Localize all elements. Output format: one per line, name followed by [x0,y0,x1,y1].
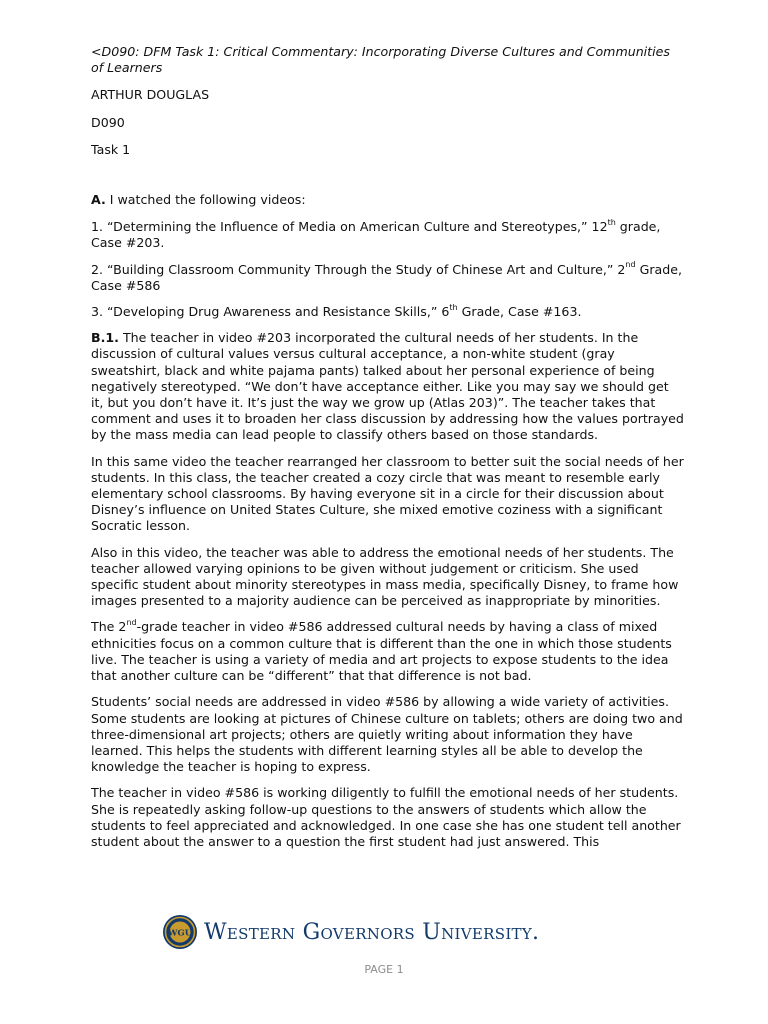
wgu-logo [162,912,582,952]
task-label: Task 1 [91,141,131,157]
section-b1-label: B.1. [91,330,119,346]
video-text: 1. “Determining the Influence of Media on American Culture and Stereotypes,” 12 [91,219,608,235]
paragraph: Also in this video, the teacher was able to address the emotional needs of her students. The teacher allowed varying opinions to be given without judgement or criticism. She used specific student about minority stereotypes in mass media, specifically Disney, to frame how images presented to a majority audience can be perceived as inappropriate by minorities. [91,544,679,609]
paragraph-text: The teacher in video #203 incorporated the cultural needs of her students. In the discussion of cultural values versus cultural acceptance, a non-white student (gray sweatshirt, black and white pajama pants) talked about her personal experience of being negatively stereotyped. “We don’t have acceptance either. Like you may say we should get it, but you don’t have it. It’s just the way we grow up (Atlas 203)”. The teacher takes that comment and uses it to broaden her class discussion by addressing how the values portrayed by the mass media can lead people to classify others based on those standards. [91,330,684,443]
section-a-intro: I watched the following videos: [105,192,306,208]
document-body [91,44,685,860]
video-item [91,304,685,320]
university-seal-icon [162,914,198,950]
video-text: grade, Case #203. [91,219,661,251]
section-b1-paragraph [91,330,685,443]
paragraph-text: The 2 [91,619,127,635]
section-a-label: A. [91,192,106,208]
document-title: <D090: DFM Task 1: Critical Commentary: Incorporating Diverse Cultures and Communities of Learners [91,44,670,76]
ordinal-suffix: nd [625,260,636,270]
author-name: ARTHUR DOUGLAS [91,87,210,103]
ordinal-suffix: th [449,302,458,312]
paragraph [91,619,685,684]
svg-text:WGU: WGU [167,928,193,939]
paragraph-text: -grade teacher in video #586 addressed cultural needs by having a class of mixed ethnicities focus on a common culture that is different than the one in which those students live. The teacher is using a variety of media and art projects to expose students to the idea that another culture can be “different” that that difference is not bad. [91,619,672,684]
video-item [91,262,685,294]
video-text: Grade, Case #163. [457,304,582,320]
course-code: D090 [91,114,125,130]
paragraph: The teacher in video #586 is working diligently to fulfill the emotional needs of her students. She is repeatedly asking follow-up questions to the answers of students which allow the students to feel appreciated and acknowledged. In one case she has one student tell another student about the answer to a question the first student had just answered. This [91,785,681,849]
video-item [91,219,685,251]
ordinal-suffix: nd [126,618,137,628]
paragraph: Students’ social needs are addressed in video #586 by allowing a wide variety of activities. Some students are looking at pictures of Chinese culture on tablets; others are doing two and three-dimensional art projects; others are quietly writing about information they have learned. This helps the students with different learning styles all be able to develop the knowledge the teacher is hoping to express. [91,694,683,775]
paragraph: In this same video the teacher rearranged her classroom to better suit the social needs of her students. In this class, the teacher created a cozy circle that was meant to resemble early elementary school classrooms. By having everyone sit in a circle for their discussion about Disney’s influence on United States Culture, she mixed emotive coziness with a significant Socratic lesson. [91,453,684,534]
video-text: Grade, Case #586 [91,261,682,293]
video-text: 3. “Developing Drug Awareness and Resistance Skills,” 6 [91,304,450,320]
video-text: 2. “Building Classroom Community Through the Study of Chinese Art and Culture,” 2 [91,261,626,277]
ordinal-suffix: th [607,218,616,228]
page-number: PAGE 1 [364,963,404,976]
section-a-heading [91,192,685,208]
university-wordmark: Western Governors University. [204,919,540,945]
